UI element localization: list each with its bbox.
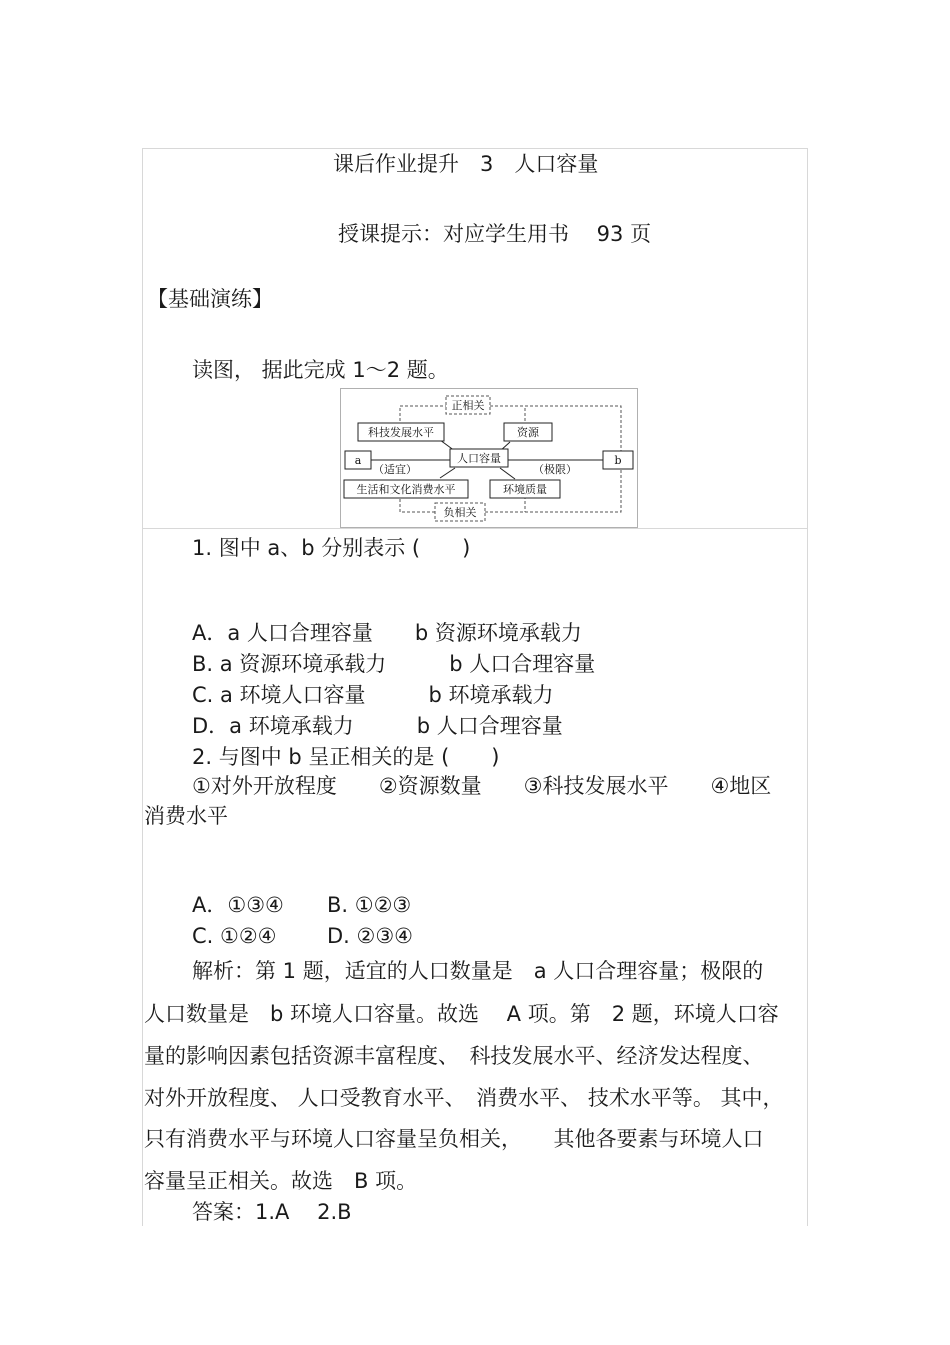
- answer-line: 答案：1.A 2.B: [192, 1200, 352, 1224]
- page-title: 课后作业提升 3 人口容量: [333, 152, 599, 176]
- q2-items-line2: 消费水平: [144, 804, 228, 828]
- question-2-stem: 2. 与图中 b 呈正相关的是 ( ): [192, 745, 500, 769]
- textbook-hint: 授课提示：对应学生用书 93 页: [338, 222, 652, 246]
- limit-label: （极限）: [533, 463, 577, 476]
- suitable-label: （适宜）: [373, 463, 417, 476]
- population-capacity-box: 人口容量: [457, 452, 501, 465]
- q2-option-c: C. ①②④: [192, 924, 277, 948]
- section-heading: 【基础演练】: [147, 287, 273, 311]
- q2-items-line1: ①对外开放程度 ②资源数量 ③科技发展水平 ④地区: [192, 774, 772, 798]
- resource-box: 资源: [517, 426, 539, 439]
- analysis-line-1: 解析：第 1 题，适宜的人口数量是 a 人口合理容量；极限的: [192, 959, 764, 983]
- analysis-line-6: 容量呈正相关。故选 B 项。: [144, 1169, 418, 1193]
- positive-correlation-label: 正相关: [451, 399, 485, 412]
- q1-option-c: C. a 环境人口容量 b 环境承载力: [192, 683, 554, 707]
- q2-option-a: A．①③④: [192, 893, 284, 917]
- living-consumption-box: 生活和文化消费水平: [356, 483, 456, 496]
- environment-quality-box: 环境质量: [503, 483, 547, 496]
- box-a: a: [354, 454, 362, 467]
- analysis-line-3: 量的影响因素包括资源丰富程度、 科技发展水平、经济发达程度、: [144, 1044, 764, 1068]
- box-b: b: [614, 454, 622, 467]
- analysis-line-2: 人口数量是 b 环境人口容量。故选 A 项。第 2 题，环境人口容: [144, 1002, 779, 1026]
- population-capacity-diagram: [340, 388, 638, 528]
- q2-option-b: B. ①②③: [327, 893, 412, 917]
- tech-level-box: 科技发展水平: [368, 426, 434, 439]
- question-intro: 读图， 据此完成 1～2 题。: [192, 358, 449, 382]
- question-1-stem: 1. 图中 a、b 分别表示 ( ): [192, 536, 471, 560]
- analysis-line-4: 对外开放程度、 人口受教育水平、 消费水平、 技术水平等。 其中，: [144, 1086, 784, 1110]
- analysis-line-5: 只有消费水平与环境人口容量呈负相关， 其他各要素与环境人口: [144, 1127, 764, 1151]
- q1-option-b: B. a 资源环境承载力 b 人口合理容量: [192, 652, 596, 676]
- q2-option-d: D. ②③④: [327, 924, 413, 948]
- q1-option-d: D．a 环境承载力 b 人口合理容量: [192, 714, 563, 738]
- negative-correlation-label: 负相关: [443, 506, 477, 519]
- q1-option-a: A．a 人口合理容量 b 资源环境承载力: [192, 621, 582, 645]
